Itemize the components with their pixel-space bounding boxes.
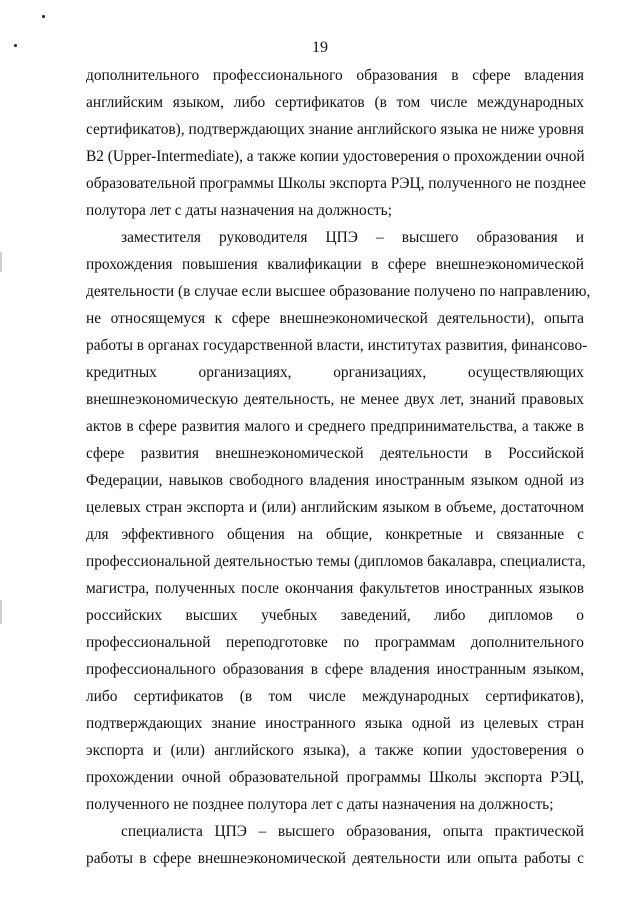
- text-line: сфере развития внешнеэкономической деятельности в Российской: [86, 445, 584, 462]
- text-line: заместителя руководителя ЦПЭ – высшего образования и: [121, 229, 584, 246]
- text-line: кредитных организациях, организациях, осуществляющих: [86, 364, 584, 381]
- text-line: B2 (Upper-Intermediate), а также копии удостоверения о прохождении очной: [86, 148, 585, 165]
- text-line: российских высших учебных заведений, либо дипломов о: [86, 607, 584, 624]
- text-line: деятельности (в случае если высшее образование получено по направлению,: [86, 283, 591, 300]
- text-line: либо сертификатов (в том числе международных сертификатов),: [86, 688, 584, 705]
- text-line: полутора лет с даты назначения на должность;: [86, 202, 392, 219]
- text-line: сертификатов), подтверждающих знание английского языка не ниже уровня: [86, 121, 584, 138]
- text-line: прохождения повышения квалификации в сфере внешнеэкономической: [86, 256, 584, 273]
- text-line: специалиста ЦПЭ – высшего образования, опыта практической: [121, 823, 584, 840]
- text-line: подтверждающих знание иностранного языка одной из целевых стран: [86, 715, 584, 732]
- text-line: не относящемуся к сфере внешнеэкономической деятельности), опыта: [86, 310, 584, 327]
- text-line: профессиональной деятельностью темы (дипломов бакалавра, специалиста,: [86, 553, 586, 570]
- text-line: работы в органах государственной власти, институтах развития, финансово-: [86, 337, 588, 354]
- text-line: дополнительного профессионального образования в сфере владения: [86, 67, 584, 84]
- text-line: английским языком, либо сертификатов (в том числе международных: [86, 94, 584, 111]
- page-number: 19: [312, 39, 328, 56]
- text-line: внешнеэкономическую деятельность, не менее двух лет, знаний правовых: [86, 391, 584, 408]
- text-line: прохождении очной образовательной программы Школы экспорта РЭЦ,: [86, 769, 584, 786]
- scan-speck: [42, 15, 45, 18]
- scan-edge-mark: [0, 600, 2, 624]
- text-line: профессиональной переподготовке по программам дополнительного: [86, 634, 584, 651]
- text-line: полученного не позднее полутора лет с даты назначения на должность;: [86, 796, 554, 813]
- scan-edge-mark: [0, 252, 2, 272]
- text-line: образовательной программы Школы экспорта РЭЦ, полученного не позднее: [86, 175, 586, 192]
- text-line: экспорта и (или) английского языка), а также копии удостоверения о: [86, 742, 584, 759]
- text-line: работы в сфере внешнеэкономической деятельности или опыта работы с: [86, 850, 584, 867]
- text-line: актов в сфере развития малого и среднего предпринимательства, а также в: [86, 418, 584, 435]
- text-line: целевых стран экспорта и (или) английским языком в объеме, достаточном: [86, 499, 584, 516]
- text-line: профессионального образования в сфере владения иностранным языком,: [86, 661, 584, 678]
- text-line: магистра, полученных после окончания факультетов иностранных языков: [86, 580, 584, 597]
- text-line: Федерации, навыков свободного владения иностранным языком одной из: [86, 472, 584, 489]
- text-line: для эффективного общения на общие, конкретные и связанные с: [86, 526, 584, 543]
